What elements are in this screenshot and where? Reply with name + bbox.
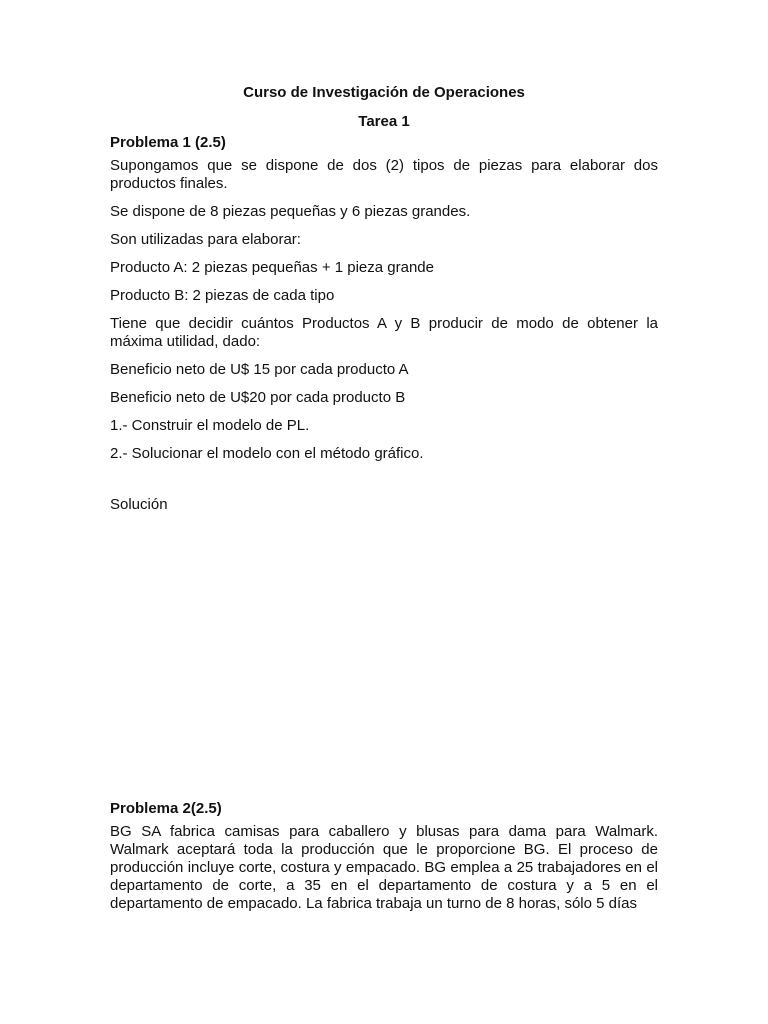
problem1-paragraph: Se dispone de 8 piezas pequeñas y 6 piezas grandes. — [110, 203, 471, 220]
problem2-heading: Problema 2(2.5) — [110, 800, 222, 817]
problem1-paragraph: Producto B: 2 piezas de cada tipo — [110, 287, 335, 304]
problem1-paragraph: Producto A: 2 piezas pequeñas + 1 pieza grande — [110, 259, 434, 276]
document-title: Curso de Investigación de Operaciones — [243, 84, 525, 101]
solution-blank-space — [110, 524, 658, 800]
problem1-paragraph: Beneficio neto de U$20 por cada producto B — [110, 389, 406, 406]
problem1-heading: Problema 1 (2.5) — [110, 134, 226, 151]
problem1-paragraph: 1.- Construir el modelo de PL. — [110, 417, 310, 434]
solution-label: Solución — [110, 496, 168, 513]
problem1-paragraph: Beneficio neto de U$ 15 por cada producto A — [110, 361, 409, 378]
problem1-paragraph: 2.- Solucionar el modelo con el método gráfico. — [110, 445, 424, 462]
problem1-paragraph: Son utilizadas para elaborar: — [110, 231, 301, 248]
problem1-paragraph: Tiene que decidir cuántos Productos A y B producir de modo de obtener la máxima utilidad, dado: — [110, 315, 658, 350]
document-subtitle: Tarea 1 — [358, 113, 410, 130]
problem1-paragraph: Supongamos que se dispone de dos (2) tipos de piezas para elaborar dos productos finales. — [110, 157, 658, 192]
document-page — [110, 84, 658, 923]
problem2-paragraph: BG SA fabrica camisas para caballero y blusas para dama para Walmark. Walmark aceptará toda la producción que le proporcione BG. El proceso de producción incluye corte, costura y empacado. BG emplea a 25 trabajadores en el departamento de corte, a 35 en el departamento de costura y a 5 en el departamento de empacado. La fabrica trabaja un turno de 8 horas, sólo 5 días — [110, 823, 658, 912]
